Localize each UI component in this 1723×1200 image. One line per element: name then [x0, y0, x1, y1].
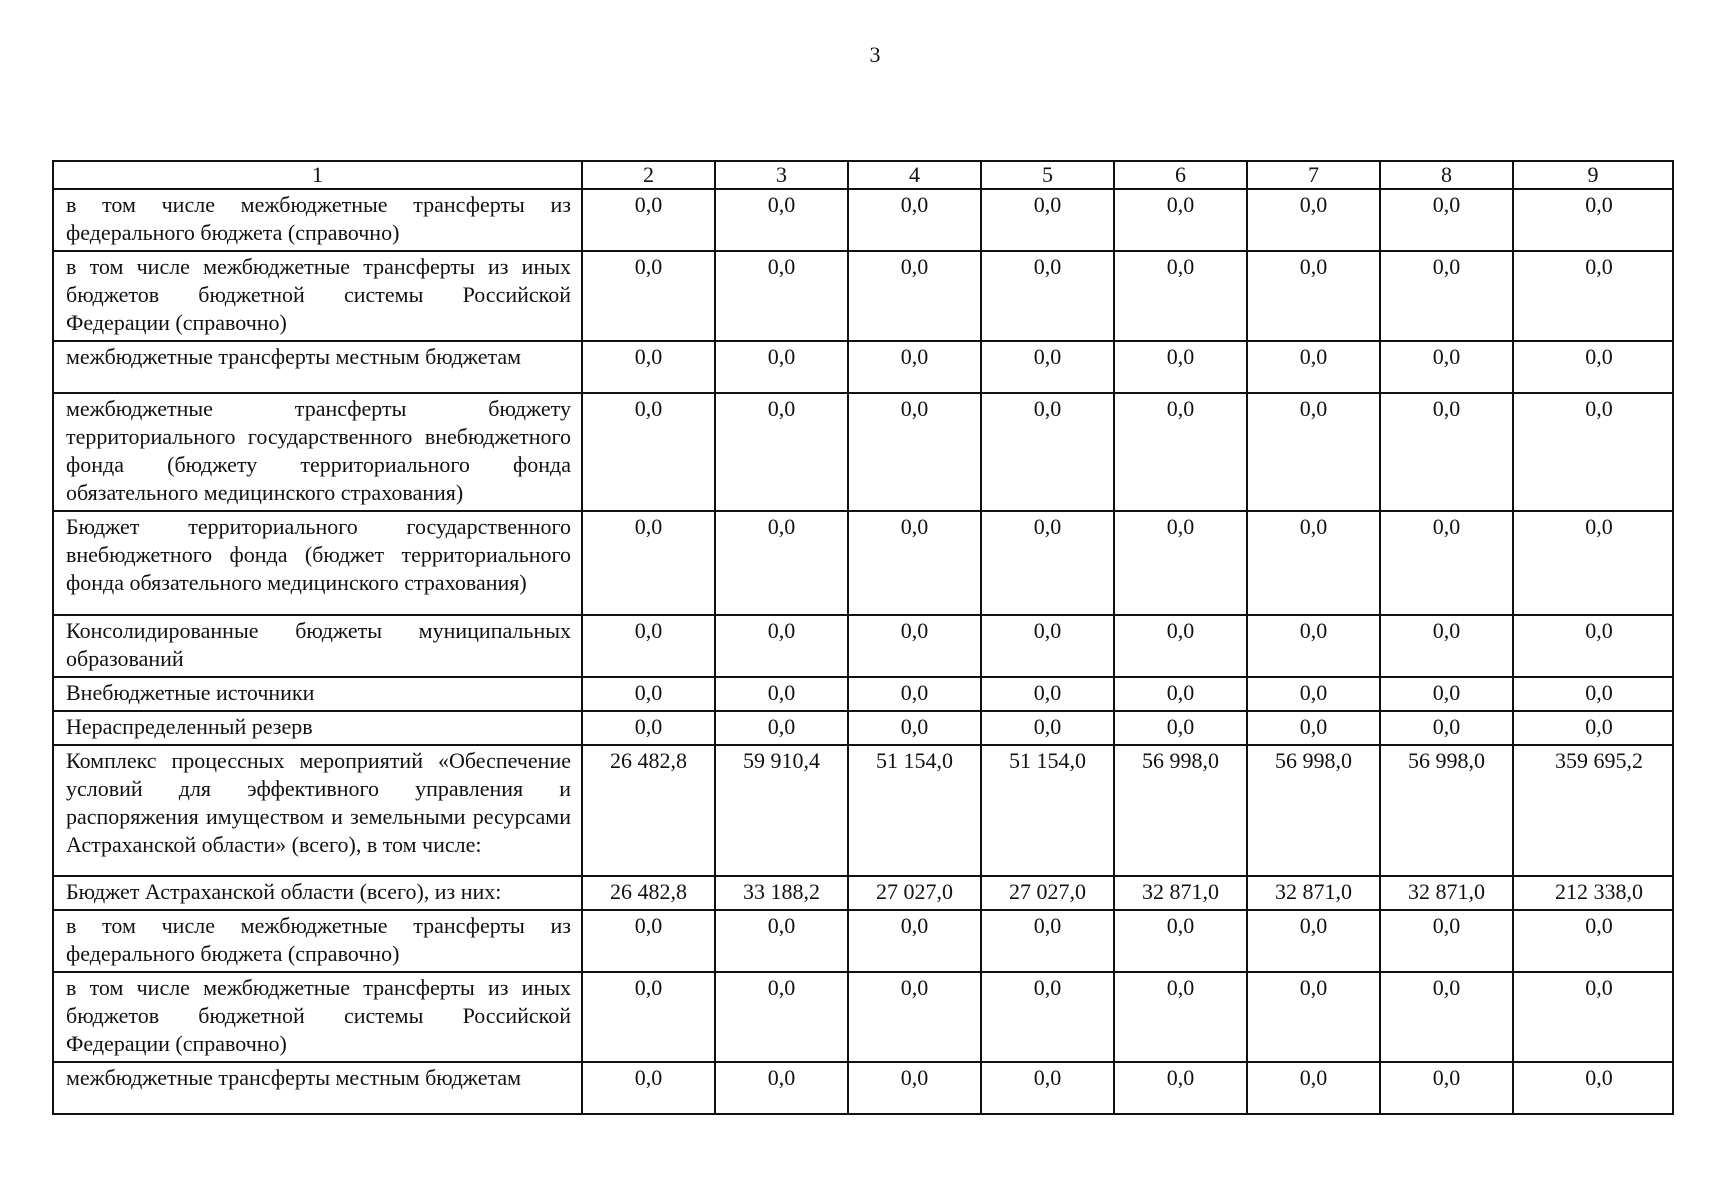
row-value-col-5: 0,0	[981, 711, 1114, 745]
row-value-col-8: 0,0	[1380, 1062, 1513, 1114]
table-row	[53, 910, 1673, 972]
row-value-col-6: 32 871,0	[1114, 876, 1247, 910]
row-value-col-5: 51 154,0	[981, 745, 1114, 876]
row-value-col-7: 0,0	[1247, 711, 1380, 745]
row-value-col-5: 0,0	[981, 910, 1114, 972]
row-value-col-3: 0,0	[715, 677, 848, 711]
row-value-col-9: 0,0	[1513, 910, 1673, 972]
row-value-col-3: 0,0	[715, 189, 848, 251]
row-value-col-7: 0,0	[1247, 393, 1380, 511]
row-value-col-9: 359 695,2	[1513, 745, 1673, 876]
row-value-col-8: 0,0	[1380, 393, 1513, 511]
page-number: 3	[869, 42, 881, 67]
row-value-col-4: 0,0	[848, 615, 981, 677]
table-row	[53, 511, 1673, 615]
row-value-col-9: 0,0	[1513, 615, 1673, 677]
row-value-col-7: 0,0	[1247, 677, 1380, 711]
row-value-col-9: 0,0	[1513, 251, 1673, 341]
row-value-col-2: 0,0	[582, 341, 715, 393]
row-value-col-7: 0,0	[1247, 511, 1380, 615]
row-value-col-8: 0,0	[1380, 341, 1513, 393]
row-label: Бюджет территориального государственного внебюджетного фонда (бюджет территориального фонда обязательного медицинского страхования)	[53, 511, 582, 615]
row-value-col-4: 27 027,0	[848, 876, 981, 910]
row-value-col-6: 0,0	[1114, 910, 1247, 972]
row-label: межбюджетные трансферты бюджету территориального государственного внебюджетного фонда (бюджету территориального фонда обязательного медицинского страхования)	[53, 393, 582, 511]
row-value-col-6: 0,0	[1114, 677, 1247, 711]
row-value-col-8: 32 871,0	[1380, 876, 1513, 910]
row-label: в том числе межбюджетные трансферты из иных бюджетов бюджетной системы Российской Федерации (справочно)	[53, 972, 582, 1062]
row-value-col-6: 0,0	[1114, 393, 1247, 511]
row-value-col-2: 0,0	[582, 1062, 715, 1114]
row-value-col-8: 0,0	[1380, 511, 1513, 615]
table-row	[53, 972, 1673, 1062]
row-value-col-3: 0,0	[715, 393, 848, 511]
row-value-col-2: 0,0	[582, 677, 715, 711]
row-value-col-2: 0,0	[582, 615, 715, 677]
row-value-col-4: 0,0	[848, 711, 981, 745]
row-value-col-3: 0,0	[715, 711, 848, 745]
row-value-col-2: 0,0	[582, 251, 715, 341]
row-value-col-5: 0,0	[981, 677, 1114, 711]
row-value-col-3: 0,0	[715, 341, 848, 393]
row-label: Внебюджетные источники	[53, 677, 582, 711]
row-value-col-6: 0,0	[1114, 341, 1247, 393]
row-value-col-6: 0,0	[1114, 615, 1247, 677]
row-label: Нераспределенный резерв	[53, 711, 582, 745]
row-value-col-9: 0,0	[1513, 393, 1673, 511]
row-label: Бюджет Астраханской области (всего), из них:	[53, 876, 582, 910]
row-value-col-9: 0,0	[1513, 511, 1673, 615]
row-label: межбюджетные трансферты местным бюджетам	[53, 1062, 582, 1114]
header-row	[53, 161, 1673, 189]
row-label: в том числе межбюджетные трансферты из иных бюджетов бюджетной системы Российской Федерации (справочно)	[53, 251, 582, 341]
row-value-col-8: 0,0	[1380, 251, 1513, 341]
row-value-col-3: 0,0	[715, 615, 848, 677]
row-value-col-3: 0,0	[715, 511, 848, 615]
column-header-2: 2	[582, 161, 715, 189]
row-value-col-5: 0,0	[981, 511, 1114, 615]
table-row	[53, 251, 1673, 341]
row-value-col-2: 26 482,8	[582, 876, 715, 910]
column-header-7: 7	[1247, 161, 1380, 189]
row-value-col-9: 0,0	[1513, 711, 1673, 745]
row-value-col-3: 0,0	[715, 1062, 848, 1114]
row-label: межбюджетные трансферты местным бюджетам	[53, 341, 582, 393]
row-value-col-2: 0,0	[582, 393, 715, 511]
row-value-col-2: 26 482,8	[582, 745, 715, 876]
row-value-col-9: 0,0	[1513, 341, 1673, 393]
row-label: в том числе межбюджетные трансферты из федерального бюджета (справочно)	[53, 910, 582, 972]
row-value-col-6: 0,0	[1114, 711, 1247, 745]
row-value-col-8: 0,0	[1380, 711, 1513, 745]
table-row	[53, 1062, 1673, 1114]
row-value-col-4: 0,0	[848, 972, 981, 1062]
table-header	[53, 161, 1673, 189]
row-value-col-4: 0,0	[848, 511, 981, 615]
table-body	[53, 189, 1673, 1114]
row-value-col-5: 0,0	[981, 1062, 1114, 1114]
column-header-5: 5	[981, 161, 1114, 189]
row-value-col-9: 0,0	[1513, 972, 1673, 1062]
row-value-col-2: 0,0	[582, 910, 715, 972]
row-value-col-5: 0,0	[981, 393, 1114, 511]
row-value-col-9: 212 338,0	[1513, 876, 1673, 910]
row-label: в том числе межбюджетные трансферты из федерального бюджета (справочно)	[53, 189, 582, 251]
column-header-3: 3	[715, 161, 848, 189]
row-value-col-5: 0,0	[981, 615, 1114, 677]
row-value-col-6: 0,0	[1114, 1062, 1247, 1114]
row-value-col-7: 32 871,0	[1247, 876, 1380, 910]
row-value-col-5: 0,0	[981, 341, 1114, 393]
row-value-col-8: 0,0	[1380, 910, 1513, 972]
table-row	[53, 615, 1673, 677]
row-value-col-7: 0,0	[1247, 251, 1380, 341]
row-value-col-4: 0,0	[848, 910, 981, 972]
column-header-6: 6	[1114, 161, 1247, 189]
row-value-col-4: 0,0	[848, 393, 981, 511]
row-value-col-4: 0,0	[848, 677, 981, 711]
row-value-col-5: 27 027,0	[981, 876, 1114, 910]
row-value-col-4: 0,0	[848, 189, 981, 251]
row-value-col-2: 0,0	[582, 189, 715, 251]
row-value-col-3: 0,0	[715, 972, 848, 1062]
column-header-8: 8	[1380, 161, 1513, 189]
row-label: Комплекс процессных мероприятий «Обеспечение условий для эффективного управления и распоряжения имуществом и земельными ресурсами Астраханской области» (всего), в том числе:	[53, 745, 582, 876]
row-value-col-4: 0,0	[848, 251, 981, 341]
row-value-col-5: 0,0	[981, 972, 1114, 1062]
row-value-col-8: 0,0	[1380, 677, 1513, 711]
row-value-col-4: 0,0	[848, 341, 981, 393]
table-row	[53, 189, 1673, 251]
row-value-col-9: 0,0	[1513, 189, 1673, 251]
row-value-col-7: 56 998,0	[1247, 745, 1380, 876]
column-header-9: 9	[1513, 161, 1673, 189]
row-value-col-3: 33 188,2	[715, 876, 848, 910]
row-value-col-7: 0,0	[1247, 1062, 1380, 1114]
row-label: Консолидированные бюджеты муниципальных образований	[53, 615, 582, 677]
row-value-col-8: 0,0	[1380, 972, 1513, 1062]
row-value-col-7: 0,0	[1247, 341, 1380, 393]
row-value-col-3: 0,0	[715, 251, 848, 341]
row-value-col-6: 0,0	[1114, 251, 1247, 341]
row-value-col-2: 0,0	[582, 972, 715, 1062]
table-row	[53, 341, 1673, 393]
budget-table	[52, 160, 1674, 1115]
row-value-col-8: 56 998,0	[1380, 745, 1513, 876]
row-value-col-7: 0,0	[1247, 189, 1380, 251]
row-value-col-7: 0,0	[1247, 615, 1380, 677]
table-row	[53, 876, 1673, 910]
column-header-4: 4	[848, 161, 981, 189]
row-value-col-7: 0,0	[1247, 972, 1380, 1062]
row-value-col-9: 0,0	[1513, 1062, 1673, 1114]
row-value-col-4: 51 154,0	[848, 745, 981, 876]
row-value-col-7: 0,0	[1247, 910, 1380, 972]
row-value-col-5: 0,0	[981, 189, 1114, 251]
table-row	[53, 393, 1673, 511]
row-value-col-5: 0,0	[981, 251, 1114, 341]
row-value-col-8: 0,0	[1380, 189, 1513, 251]
row-value-col-6: 0,0	[1114, 972, 1247, 1062]
table-row	[53, 711, 1673, 745]
table-row	[53, 745, 1673, 876]
row-value-col-3: 0,0	[715, 910, 848, 972]
row-value-col-2: 0,0	[582, 711, 715, 745]
table-row	[53, 677, 1673, 711]
row-value-col-9: 0,0	[1513, 677, 1673, 711]
row-value-col-6: 56 998,0	[1114, 745, 1247, 876]
row-value-col-6: 0,0	[1114, 189, 1247, 251]
row-value-col-4: 0,0	[848, 1062, 981, 1114]
row-value-col-2: 0,0	[582, 511, 715, 615]
column-header-1: 1	[53, 161, 582, 189]
row-value-col-8: 0,0	[1380, 615, 1513, 677]
row-value-col-6: 0,0	[1114, 511, 1247, 615]
row-value-col-3: 59 910,4	[715, 745, 848, 876]
